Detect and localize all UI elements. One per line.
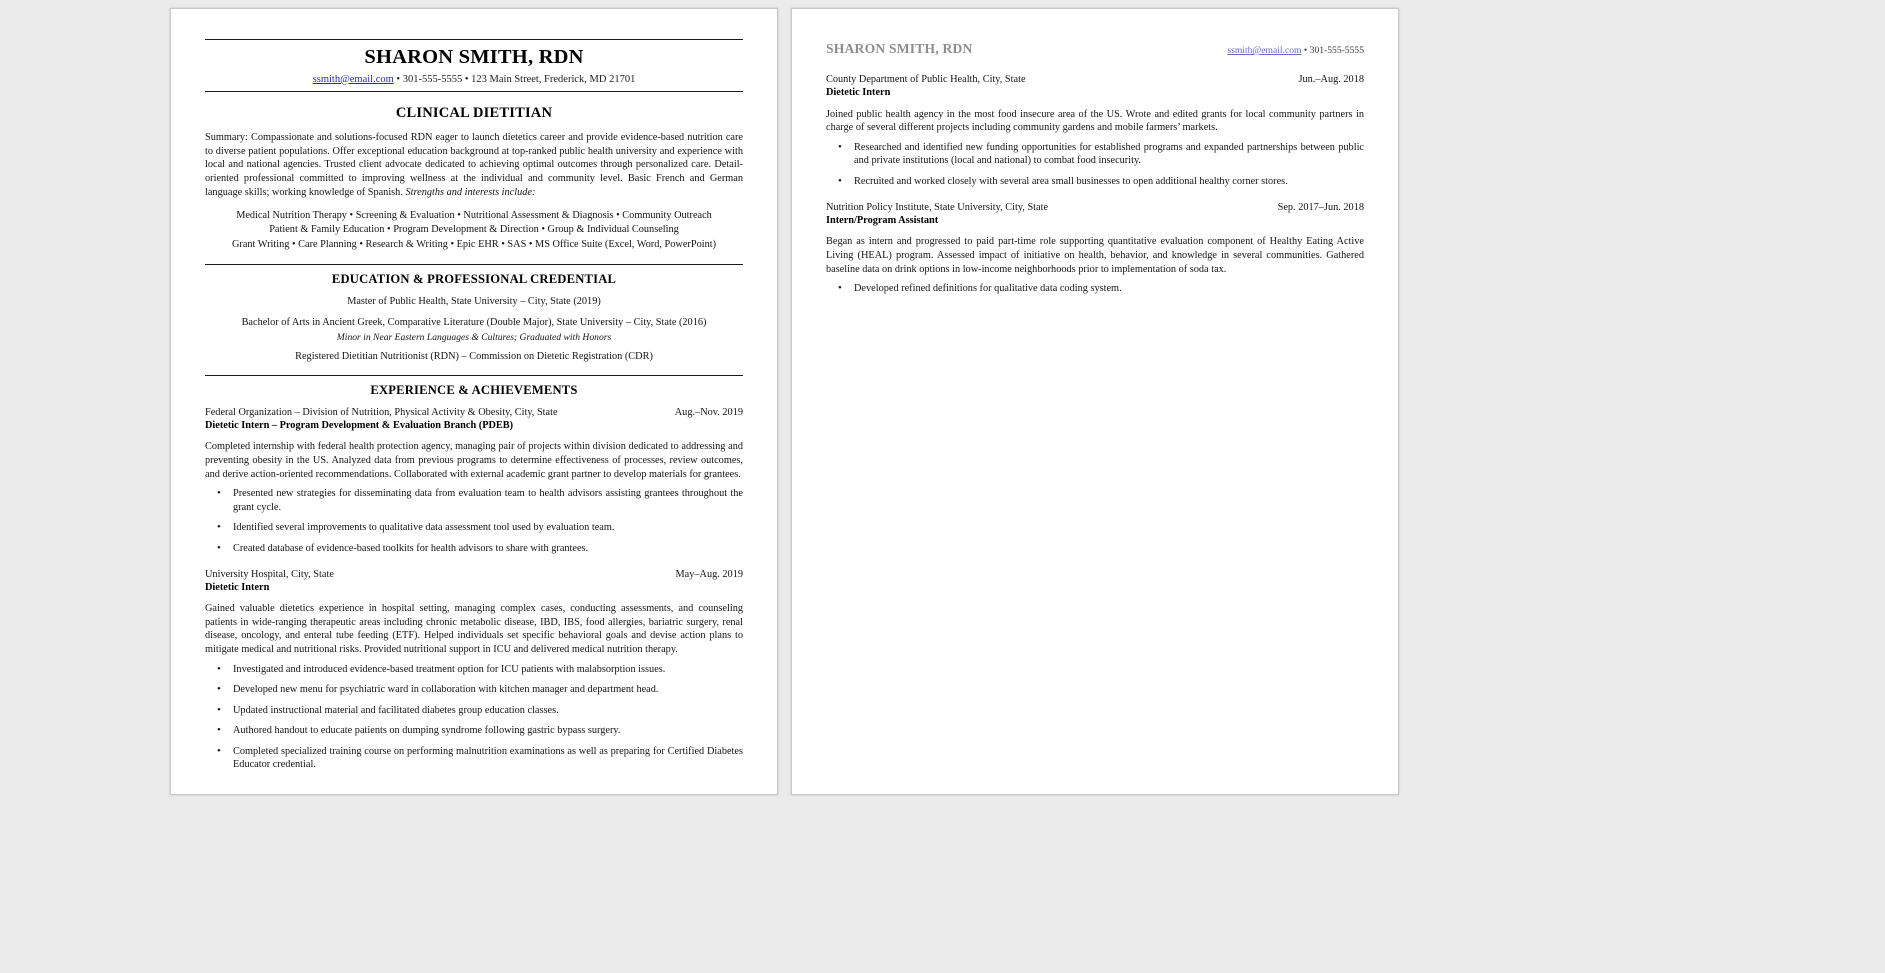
experience-description: Gained valuable dietetics experience in hospital setting, managing complex cases, conducting assessments, and counseling patients in wide-ranging therapeutic areas including chronic metabolic disease, IBD, IBS, food allergies, bariatric surgery, renal disease, oncology, and enteral tube feeding (ETF). Helped individuals set specific behavioral goals and devise action plans to mitigate medical and nutritional risks. Provided nutritional support in ICU and delivered medical nutrition therapy. <box>205 603 743 655</box>
experience-role: Dietetic Intern – Program Development & Evaluation Branch (PDEB) <box>205 420 514 432</box>
list-item: • Created database of evidence-based toolkits for health advisors to share with grantees. <box>231 542 743 556</box>
experience-organization: County Department of Public Health, City, State <box>826 74 1026 85</box>
experience-entry-header <box>205 406 743 419</box>
experience-entry <box>205 568 743 773</box>
experience-role: Intern/Program Assistant <box>826 215 939 227</box>
list-item: • Investigated and introduced evidence-based treatment option for ICU patients with malabsorption issues. <box>231 663 743 677</box>
list-item: • Updated instructional material and facilitated diabetes group education classes. <box>231 704 743 718</box>
experience-role: Dietetic Intern <box>826 87 891 99</box>
education-entry: Bachelor of Arts in Ancient Greek, Comparative Literature (Double Major), State University – City, State (2016) <box>241 316 707 328</box>
summary-text: Summary: Compassionate and solutions-focused RDN eager to launch dietetics career and provide evidence-based nutrition care to diverse patient populations. Offer exceptional education background at top-ranked public health university and experience with local and national agencies. Trusted client advocate dedicated to achieving optimal outcomes through personalized care. Detail-oriented professional committed to improving wellness at the individual and community level. Basic French and German language skills; working knowledge of Spanish. <box>205 132 743 198</box>
experience-entry <box>205 406 743 556</box>
list-item: • Completed specialized training course on performing malnutrition examinations as well as preparing for Certified Diabetes Educator credential. <box>231 745 743 772</box>
experience-description: Began as intern and progressed to paid part-time role supporting quantitative evaluation component of Healthy Eating Active Living (HEAL) program. Assessed impact of initiative on health, behavior, and knowledge in several communities. Gathered baseline data on drink options in low-income neighborhoods prior to implementation of soda tax. <box>826 236 1364 275</box>
experience-entry <box>826 73 1364 189</box>
skill-line: Medical Nutrition Therapy • Screening & Evaluation • Nutritional Assessment & Diagnosis • Community Outreach <box>236 210 712 222</box>
email-link[interactable]: ssmith@email.com <box>312 73 394 85</box>
contact-separator-1: • <box>393 73 403 85</box>
list-item: • Developed refined definitions for qualitative data coding system. <box>852 282 1364 296</box>
experience-dates: Jun.–Aug. 2018 <box>1298 74 1364 85</box>
contact-separator: • <box>1301 45 1310 56</box>
experience-entry-header <box>826 73 1364 86</box>
page-title: SHARON SMITH, RDN <box>364 46 584 68</box>
phone-text: 301-555-5555 <box>1309 45 1364 56</box>
list-item: • Authored handout to educate patients on dumping syndrome following gastric bypass surgery. <box>231 724 743 738</box>
experience-section-heading: EXPERIENCE & ACHIEVEMENTS <box>370 382 578 397</box>
experience-bullet-list <box>205 487 743 555</box>
page-two-contact <box>1227 45 1364 56</box>
education-entry: Registered Dietitian Nutritionist (RDN) – Commission on Dietetic Registration (CDR) <box>295 350 653 362</box>
experience-entry-header <box>826 201 1364 214</box>
email-link[interactable]: ssmith@email.com <box>1227 45 1302 56</box>
summary-italic-tail: Strengths and interests include: <box>405 186 536 198</box>
page-two-header <box>826 41 1364 57</box>
experience-bullet-list <box>205 663 743 772</box>
experience-description: Completed internship with federal health protection agency, managing pair of projects within division dedicated to addressing and preventing obesity in the US. Analyzed data from previous programs to determine effectiveness of processes, review outcomes, and derive action-oriented recommendations. Collaborated with external academic grant partner to develop materials for grantees. <box>205 441 743 480</box>
skill-line: Grant Writing • Care Planning • Research & Writing • Epic EHR • SAS • MS Office Suite (Excel, Word, PowerPoint) <box>231 238 717 250</box>
experience-entry <box>826 201 1364 296</box>
header-bottom-rule <box>205 91 743 92</box>
resume-page-1 <box>170 8 778 795</box>
experience-organization: Federal Organization – Division of Nutrition, Physical Activity & Obesity, City, State <box>205 406 558 418</box>
experience-dates: Sep. 2017–Jun. 2018 <box>1277 201 1364 213</box>
list-item: • Identified several improvements to qualitative data assessment tool used by evaluation team. <box>231 521 743 535</box>
experience-dates: Aug.–Nov. 2019 <box>674 406 743 418</box>
list-item: • Researched and identified new funding opportunities for established programs and expanded partnerships between public and private institutions (local and national) to combat food insecurity. <box>852 141 1364 168</box>
list-item: • Recruited and worked closely with several area small businesses to open additional healthy corner stores. <box>852 175 1364 189</box>
contact-separator-2: • <box>462 73 472 85</box>
resume-page-2 <box>791 8 1399 795</box>
list-item: • Developed new menu for psychiatric ward in collaboration with kitchen manager and department head. <box>231 683 743 697</box>
list-item: • Presented new strategies for disseminating data from evaluation team to health advisors assisting grantees throughout the grant cycle. <box>231 487 743 514</box>
contact-line <box>205 73 743 87</box>
skills-block <box>205 209 743 252</box>
skill-line: Patient & Family Education • Program Development & Direction • Group & Individual Counseling <box>269 224 679 236</box>
experience-entry-header <box>205 568 743 581</box>
experience-bullet-list <box>826 141 1364 189</box>
education-entry-subtext: Minor in Near Eastern Languages & Cultures; Graduated with Honors <box>336 331 612 343</box>
experience-organization: Nutrition Policy Institute, State University, City, State <box>826 201 1049 213</box>
education-entry: Master of Public Health, State University – City, State (2019) <box>347 295 601 307</box>
experience-description: Joined public health agency in the most food insecure area of the US. Wrote and edited grants for local community partners in charge of several different projects including community gardens and mobile farmers’ markets. <box>826 108 1364 134</box>
experience-role: Dietetic Intern <box>205 581 270 593</box>
experience-dates: May–Aug. 2019 <box>675 568 743 580</box>
headline: CLINICAL DIETITIAN <box>395 105 553 122</box>
phone-text: 301-555-5555 <box>402 73 463 85</box>
experience-section-rule <box>205 375 743 376</box>
summary-paragraph <box>205 131 743 199</box>
education-section-rule <box>205 264 743 265</box>
page-two-name: SHARON SMITH, RDN <box>826 41 973 56</box>
education-section-heading: EDUCATION & PROFESSIONAL CREDENTIAL <box>331 271 617 286</box>
header-top-rule <box>205 39 743 40</box>
address-text: 123 Main Street, Frederick, MD 21701 <box>471 73 636 85</box>
experience-organization: University Hospital, City, State <box>205 568 334 580</box>
experience-bullet-list <box>826 282 1364 296</box>
